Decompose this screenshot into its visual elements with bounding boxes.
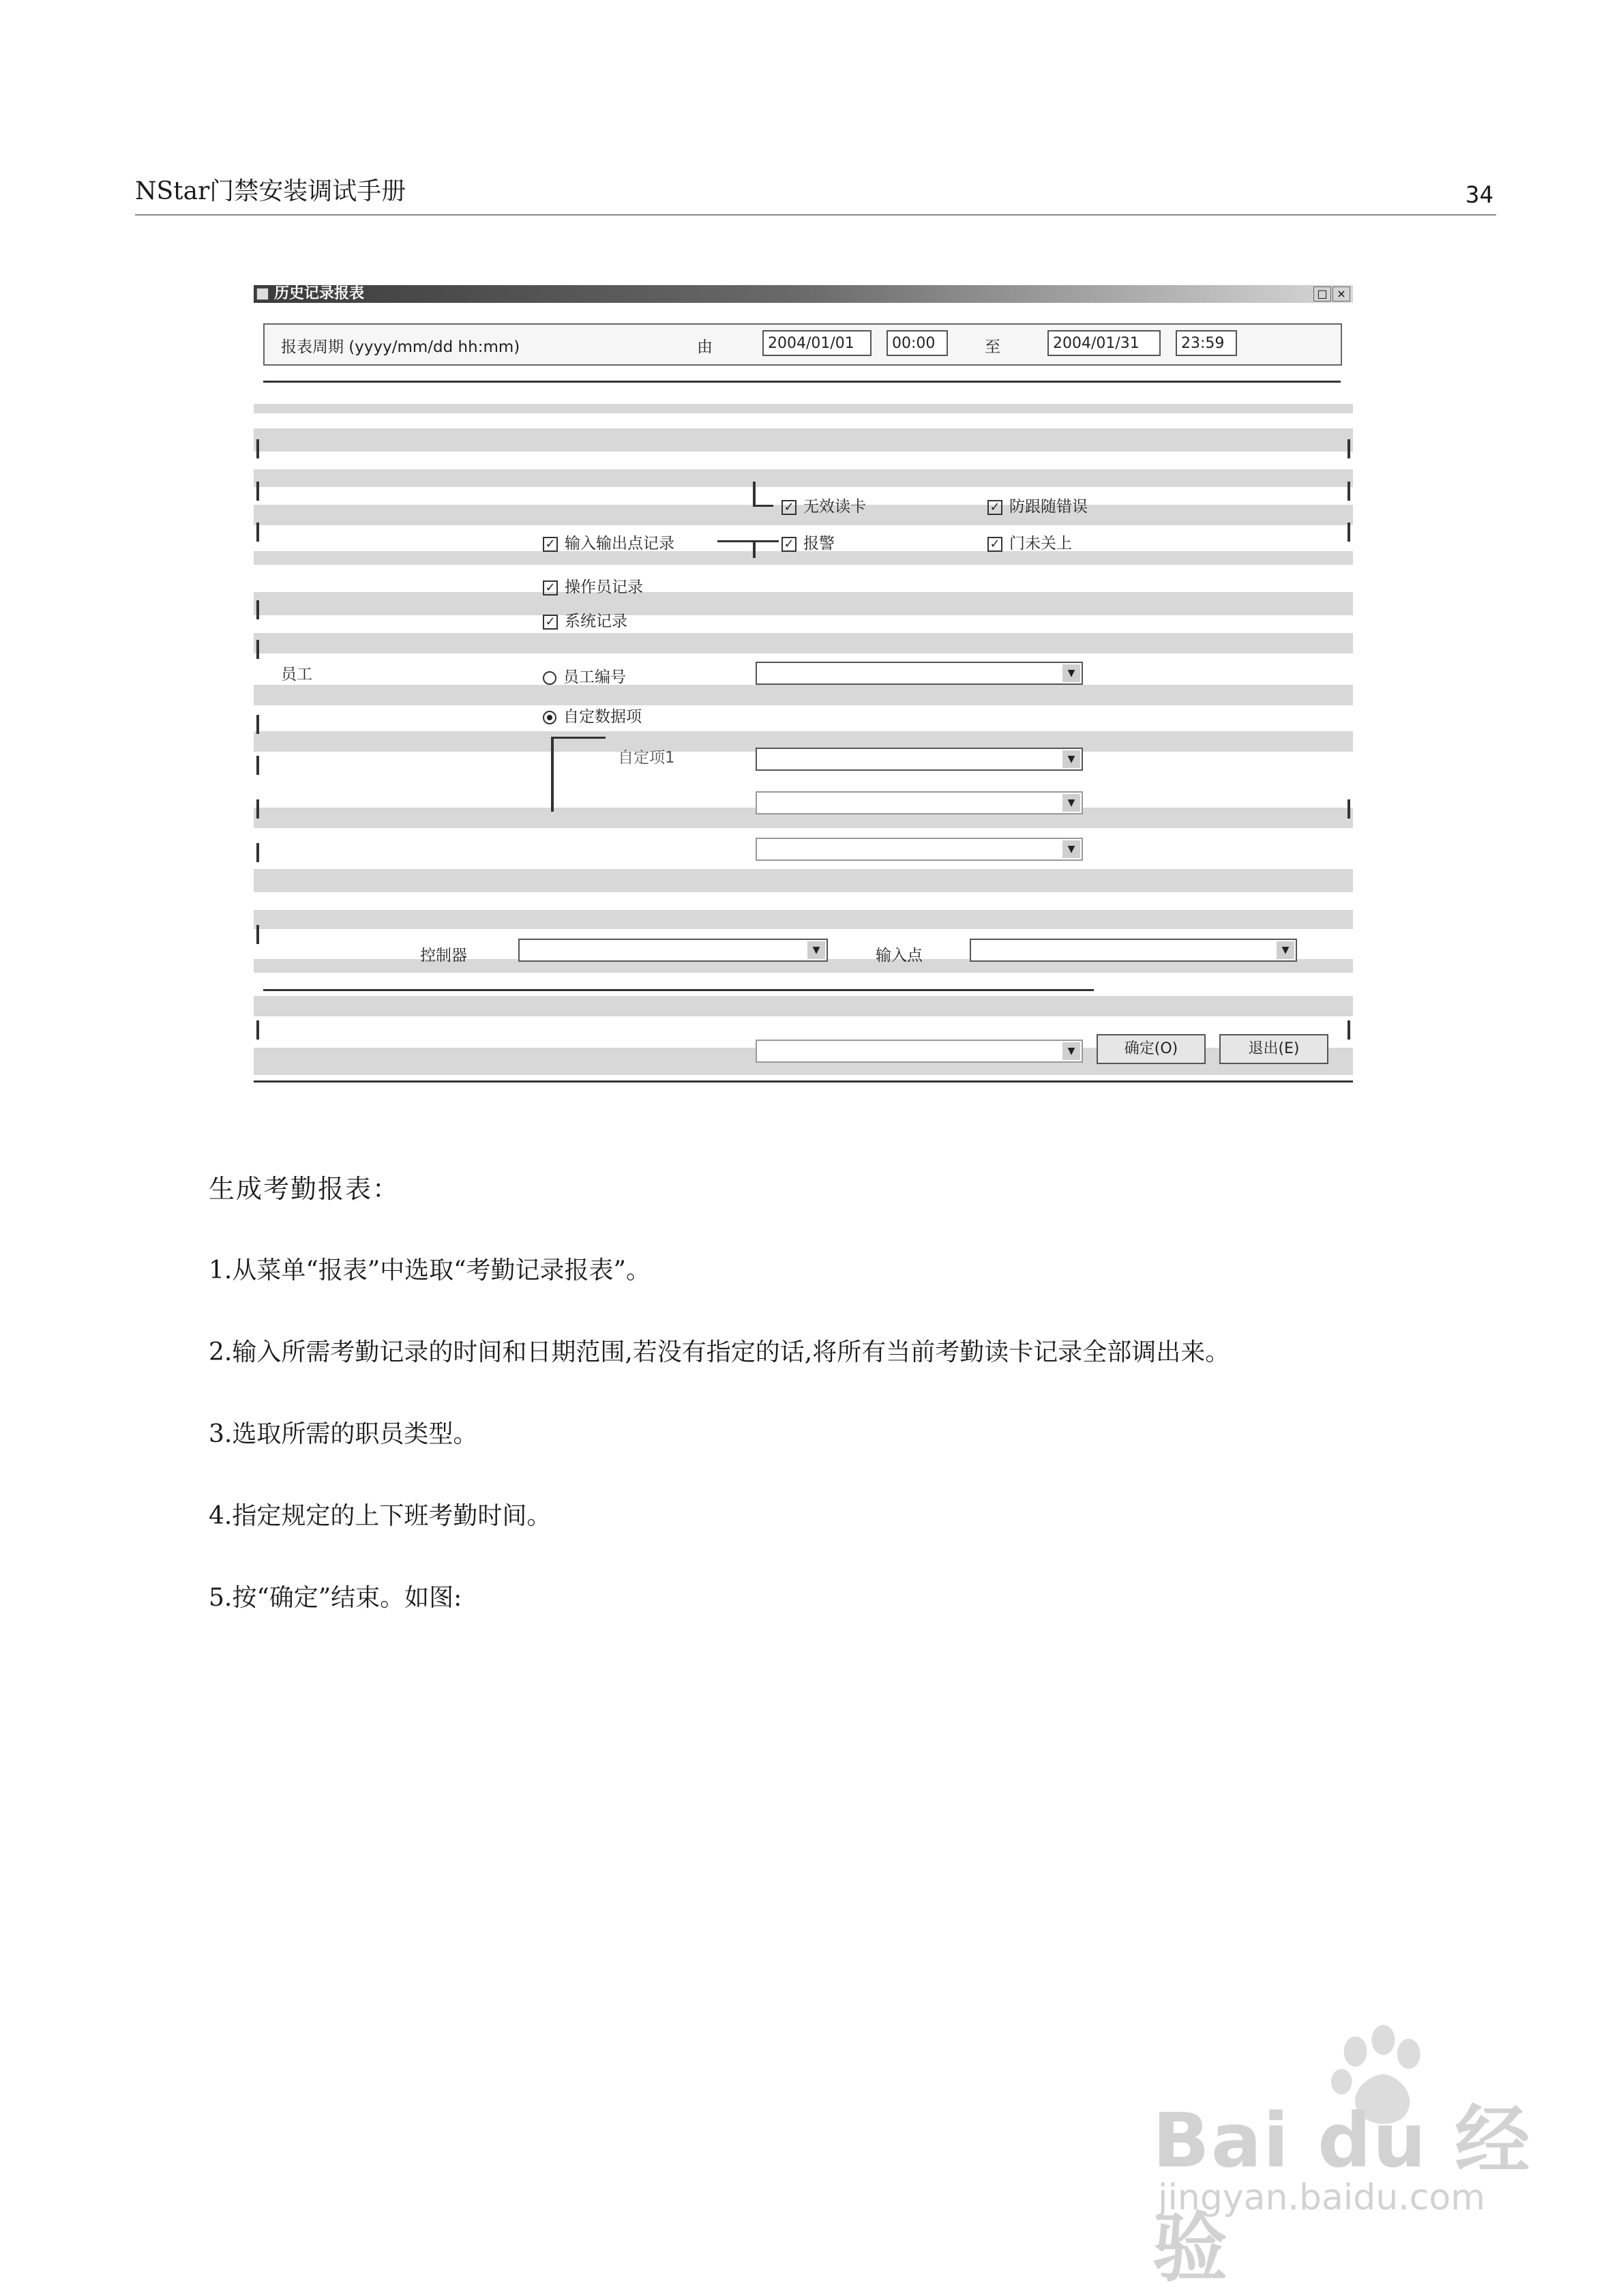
checkbox-label: 无效读卡 xyxy=(803,498,866,516)
scanline xyxy=(254,869,1353,892)
scanline xyxy=(254,428,1353,452)
frame-edge xyxy=(256,523,259,542)
frame-edge xyxy=(1347,439,1350,458)
divider xyxy=(263,989,1094,991)
chevron-down-icon: ▼ xyxy=(1062,840,1080,858)
custom-field-2-select[interactable] xyxy=(756,791,1083,814)
checkbox-label: 操作员记录 xyxy=(565,578,643,596)
radio-label: 员工编号 xyxy=(563,668,626,686)
frame-edge xyxy=(256,843,259,862)
scanline xyxy=(254,633,1353,653)
checkbox-label: 门未关上 xyxy=(1009,535,1072,553)
frame-edge xyxy=(1347,799,1350,819)
report-window-screenshot xyxy=(254,285,1353,1085)
tree-line xyxy=(717,540,779,542)
step-4: 4.指定规定的上下班考勤时间。 xyxy=(209,1502,552,1530)
checked-icon: ✓ xyxy=(543,615,558,630)
checkbox-operator-record[interactable] xyxy=(543,574,643,597)
tree-line xyxy=(753,505,773,507)
checkbox-label: 报警 xyxy=(803,535,835,553)
ok-button[interactable]: 确定(O) xyxy=(1097,1034,1206,1064)
frame-edge xyxy=(1347,482,1350,501)
to-label: 至 xyxy=(985,338,1000,356)
employee-number-select[interactable] xyxy=(756,662,1083,685)
exit-button[interactable]: 退出(E) xyxy=(1219,1034,1328,1064)
chevron-down-icon: ▼ xyxy=(1062,1042,1080,1060)
checked-icon: ✓ xyxy=(987,537,1002,552)
checkbox-io-record[interactable] xyxy=(543,531,674,553)
frame-edge xyxy=(256,482,259,501)
employee-label: 员工 xyxy=(281,666,312,683)
step-1: 1.从菜单“报表”中选取“考勤记录报表”。 xyxy=(209,1256,651,1284)
frame-edge xyxy=(256,715,259,734)
section-title: 生成考勤报表： xyxy=(209,1174,400,1204)
to-time-input[interactable]: 23:59 xyxy=(1176,330,1237,356)
scanline xyxy=(254,404,1353,413)
checkbox-system-record[interactable] xyxy=(543,608,627,631)
tree-line xyxy=(753,540,756,558)
radio-employee-number[interactable] xyxy=(543,664,626,687)
tree-line xyxy=(753,482,756,506)
chevron-down-icon: ▼ xyxy=(1062,750,1080,768)
custom-field-1-select[interactable] xyxy=(756,748,1083,771)
frame-edge xyxy=(256,439,259,458)
chevron-down-icon: ▼ xyxy=(807,941,825,959)
close-icon[interactable]: × xyxy=(1332,286,1350,301)
input-point-select[interactable] xyxy=(970,939,1297,962)
radio-icon xyxy=(543,671,556,685)
checkbox-label: 系统记录 xyxy=(565,613,627,630)
status-bar-divider xyxy=(254,1080,1353,1083)
window-titlebar xyxy=(254,285,1353,303)
checkbox-anti-passback[interactable] xyxy=(987,494,1088,516)
radio-custom-data[interactable] xyxy=(543,704,642,726)
frame-edge xyxy=(256,1020,259,1040)
tree-line xyxy=(551,737,606,739)
checked-icon: ✓ xyxy=(781,537,796,552)
header-title: NStar门禁安装调试手册 xyxy=(135,177,406,205)
baidu-watermark xyxy=(1152,2019,1534,2292)
checkbox-label: 输入输出点记录 xyxy=(565,535,674,553)
scanline xyxy=(254,592,1353,615)
divider xyxy=(263,381,1341,383)
page-number: 34 xyxy=(1465,181,1493,209)
checked-icon: ✓ xyxy=(781,500,796,515)
chevron-down-icon: ▼ xyxy=(1062,664,1080,682)
tree-line xyxy=(551,737,554,812)
frame-edge xyxy=(1347,523,1350,542)
header-divider xyxy=(135,214,1496,216)
report-period-group xyxy=(263,323,1342,366)
window-app-icon xyxy=(256,288,269,300)
scanline xyxy=(254,551,1353,565)
window-title: 历史记录报表 xyxy=(274,285,365,302)
radio-label: 自定数据项 xyxy=(563,708,642,726)
watermark-brand: Bai du 经验 xyxy=(1152,2097,1532,2292)
checked-icon: ✓ xyxy=(987,500,1002,515)
checkbox-invalid-card[interactable] xyxy=(781,494,866,516)
frame-edge xyxy=(256,925,259,944)
custom-field-1-label: 自定项1 xyxy=(618,749,675,767)
scanline xyxy=(254,469,1353,487)
from-label: 由 xyxy=(697,338,713,356)
chevron-down-icon: ▼ xyxy=(1277,941,1294,959)
frame-edge xyxy=(256,799,259,819)
custom-field-3-select[interactable] xyxy=(756,838,1083,861)
step-3: 3.选取所需的职员类型。 xyxy=(209,1420,478,1448)
input-point-label: 输入点 xyxy=(876,947,923,965)
frame-edge xyxy=(256,640,259,659)
checkbox-alarm[interactable] xyxy=(781,531,835,553)
step-5: 5.按“确定”结束。如图: xyxy=(209,1584,462,1612)
from-date-input[interactable]: 2004/01/01 xyxy=(762,330,872,356)
bottom-select[interactable] xyxy=(756,1040,1083,1063)
controller-select[interactable] xyxy=(518,939,828,962)
step-2: 2.输入所需考勤记录的时间和日期范围,若没有指定的话,将所有当前考勤读卡记录全部调出来。 xyxy=(209,1338,1230,1366)
scanline xyxy=(254,996,1353,1016)
window-body xyxy=(254,303,1353,1085)
maximize-icon[interactable]: □ xyxy=(1313,286,1331,301)
to-date-input[interactable]: 2004/01/31 xyxy=(1047,330,1161,356)
frame-edge xyxy=(256,756,259,775)
checked-icon: ✓ xyxy=(543,537,558,552)
frame-edge xyxy=(256,600,259,619)
scanline xyxy=(254,910,1353,929)
controller-label: 控制器 xyxy=(420,947,467,965)
scanline xyxy=(254,685,1353,705)
from-time-input[interactable]: 00:00 xyxy=(887,330,948,356)
report-period-label: 报表周期 (yyyy/mm/dd hh:mm) xyxy=(281,338,520,356)
watermark-url: jingyan.baidu.com xyxy=(1158,2177,1485,2218)
checkbox-label: 防跟随错误 xyxy=(1009,498,1088,516)
checked-icon: ✓ xyxy=(543,580,558,595)
chevron-down-icon: ▼ xyxy=(1062,794,1080,812)
radio-icon xyxy=(543,711,556,724)
frame-edge xyxy=(1347,1020,1350,1040)
checkbox-door-not-closed[interactable] xyxy=(987,531,1072,553)
